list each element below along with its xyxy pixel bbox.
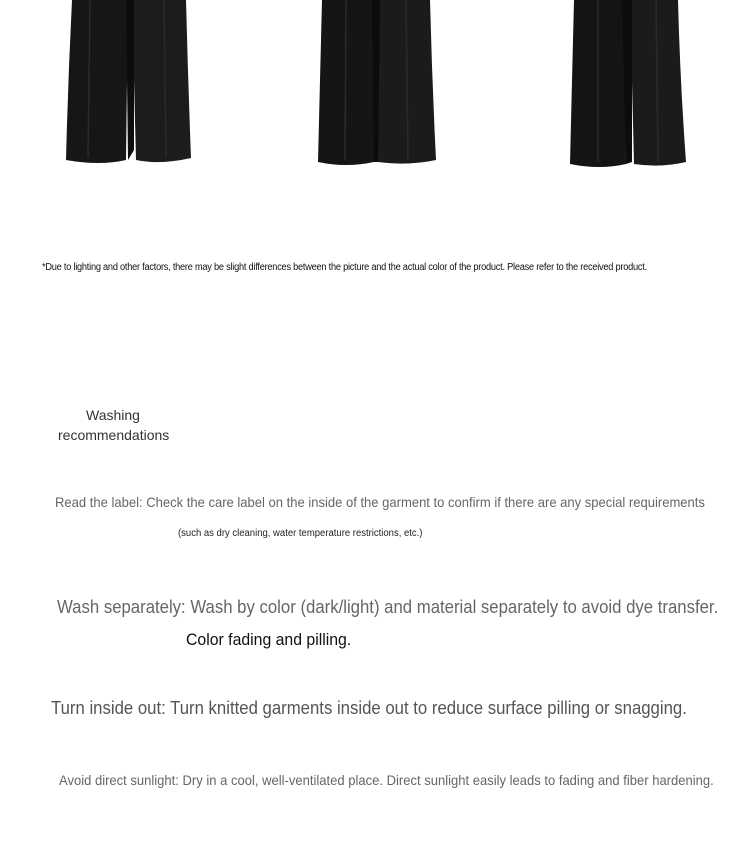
trousers-back-image [312,0,442,170]
washing-heading-line1: Washing [86,407,140,423]
read-label-note: (such as dry cleaning, water temperature restrictions, etc.) [178,528,423,539]
product-image-row [0,0,750,200]
avoid-sunlight-text: Avoid direct sunlight: Dry in a cool, well-ventilated place. Direct sunlight easily leads to fading and fiber hardening. [59,772,714,788]
wash-separately-continued: Color fading and pilling. [186,630,352,649]
washing-heading [58,405,168,445]
washing-heading-line2: recommendations [58,427,170,443]
trousers-side-image [564,0,694,170]
color-disclaimer: *Due to lighting and other factors, there may be slight differences between the picture and the actual color of the product. Please refer to the received product. [42,262,647,273]
read-label-text: Read the label: Check the care label on the inside of the garment to confirm if there are any special requirements [55,494,705,510]
wash-separately-text: Wash separately: Wash by color (dark/light) and material separately to avoid dye transfer. [57,597,719,617]
turn-inside-out-text: Turn inside out: Turn knitted garments inside out to reduce surface pilling or snagging. [51,698,687,718]
trousers-front-image [60,0,200,170]
